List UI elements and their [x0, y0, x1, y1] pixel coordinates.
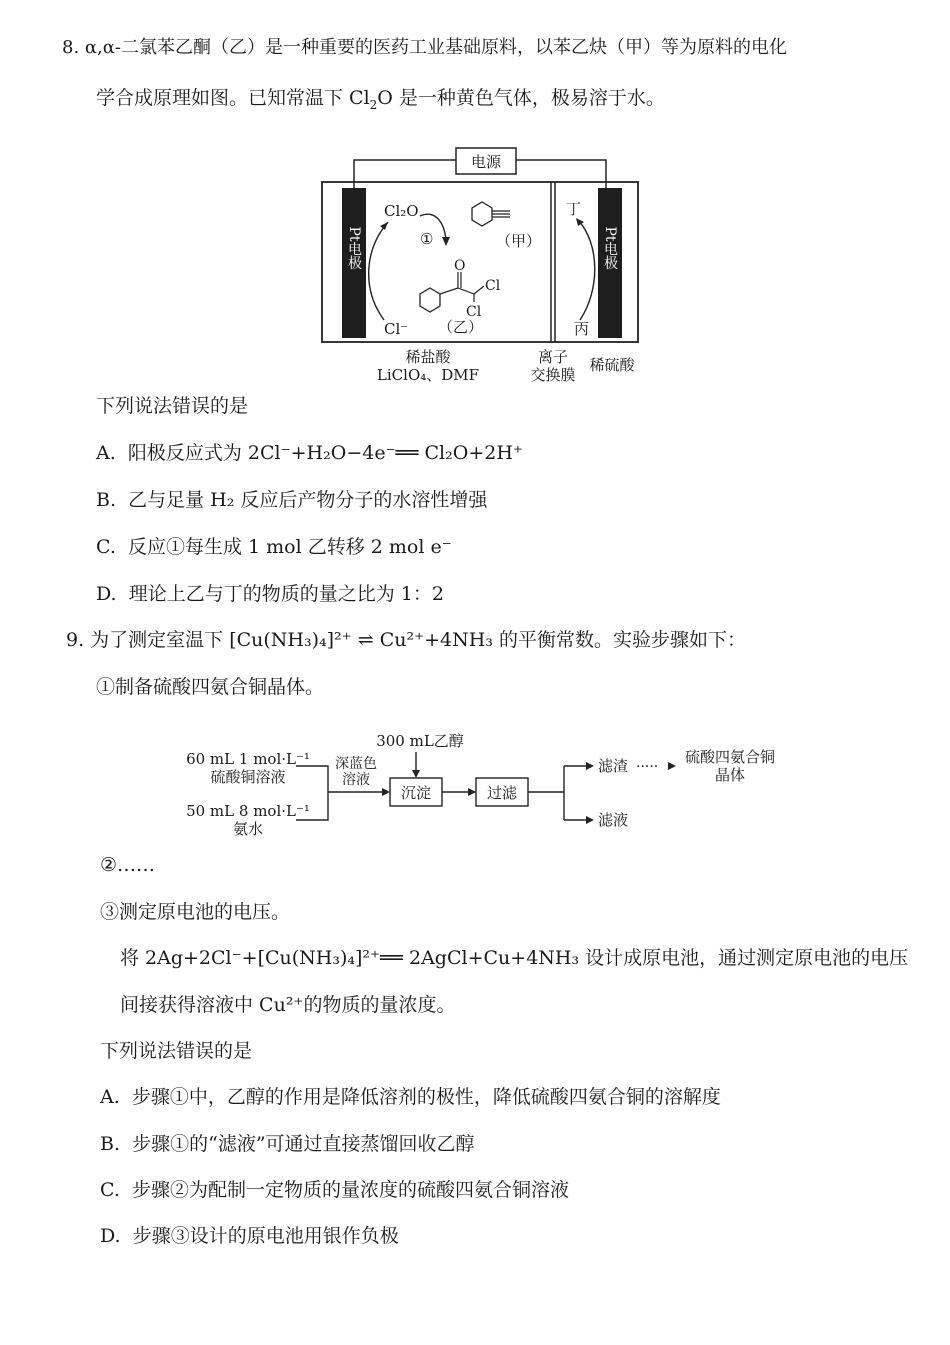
- filtrate-label: 滤液: [598, 811, 629, 829]
- cl-minus-label: Cl⁻: [384, 320, 409, 338]
- precipitate-label: 沉淀: [400, 784, 432, 802]
- q8-option-a[interactable]: A. 阳极反应式为 2Cl⁻+H₂O−4e⁻══ Cl₂O+2H⁺: [96, 442, 523, 464]
- benzene-jia: [472, 202, 492, 226]
- q9-option-d[interactable]: D. 步骤③设计的原电池用银作负极: [100, 1225, 399, 1247]
- step1-marker: ①: [420, 230, 434, 248]
- membrane-label-2: 交换膜: [530, 366, 576, 384]
- jia-label: （甲）: [496, 232, 542, 250]
- arrow-cl-to-cl2o: [369, 222, 388, 320]
- q9-option-c[interactable]: C. 步骤②为配制一定物质的量浓度的硫酸四氨合铜溶液: [100, 1179, 570, 1201]
- ding-label: 丁: [566, 200, 582, 218]
- arrow-step1-head: [442, 237, 450, 246]
- membrane-label-1: 离子: [537, 348, 569, 366]
- q9-step1: ①制备硫酸四氨合铜晶体。: [96, 676, 325, 698]
- arrow-bing-to-ding: [578, 220, 595, 320]
- reagent-a-line1: 60 mL 1 mol·L⁻¹: [186, 750, 310, 768]
- q9-paragraph-line1: 将 2Ag+2Cl⁻+[Cu(NH₃)₄]²⁺══ 2AgCl+Cu+4NH₃ 设计成原电池，通过测定原电池的电压: [120, 947, 909, 969]
- q8-prompt: 下列说法错误的是: [96, 395, 249, 417]
- o-label: O: [454, 258, 466, 274]
- power-label: 电源: [470, 153, 502, 171]
- yi-label: （乙）: [438, 318, 484, 336]
- left-solution-1: 稀盐酸: [405, 348, 451, 366]
- residue-label: 滤渣: [598, 757, 629, 775]
- cl-label-b: Cl: [466, 304, 482, 320]
- right-solution: 稀硫酸: [589, 356, 635, 374]
- product-line2: 晶体: [714, 766, 746, 784]
- q8-option-c[interactable]: C. 反应①每生成 1 mol 乙转移 2 mol e⁻: [96, 536, 452, 558]
- q9-step3: ③测定原电池的电压。: [100, 901, 291, 923]
- q8-option-d[interactable]: D. 理论上乙与丁的物质的量之比为 1：2: [96, 583, 444, 605]
- dots-label: ·····: [636, 759, 659, 775]
- product-line1: 硫酸四氨合铜: [684, 748, 776, 766]
- cl-label-a: Cl: [485, 278, 501, 294]
- q8-option-b[interactable]: B. 乙与足量 H₂ 反应后产物分子的水溶性增强: [96, 489, 488, 511]
- reagent-b-line1: 50 mL 8 mol·L⁻¹: [186, 802, 310, 820]
- mix-line1: 深蓝色: [335, 756, 377, 772]
- q9-stem-line1: 9. 为了测定室温下 [Cu(NH₃)₄]²⁺ ⇌ Cu²⁺+4NH₃ 的平衡常数。实验步骤如下：: [66, 629, 746, 651]
- mix-line2: 溶液: [342, 772, 370, 788]
- q9-paragraph-line2: 间接获得溶液中 Cu²⁺的物质的量浓度。: [120, 994, 456, 1016]
- wire-left: [354, 160, 456, 188]
- ethanol-label: 300 mL乙醇: [376, 732, 464, 750]
- benzene-yi: [420, 288, 440, 312]
- q9-prompt: 下列说法错误的是: [100, 1040, 253, 1062]
- q8-stem-line1: 8. α,α-二氯苯乙酮（乙）是一种重要的医药工业基础原料，以苯乙炔（甲）等为原料的电化: [62, 37, 788, 58]
- cl2o-label: Cl₂O: [384, 202, 419, 220]
- q9-option-b[interactable]: B. 步骤①的“滤液”可通过直接蒸馏回收乙醇: [100, 1133, 475, 1155]
- reagent-a-line2: 硫酸铜溶液: [210, 768, 286, 786]
- electrolysis-diagram: [310, 140, 650, 390]
- left-electrode-label: Pt电极: [346, 226, 362, 270]
- bing-label: 丙: [574, 320, 590, 338]
- q8-stem-line2: 学合成原理如图。已知常温下 $Cl_2O$ 是一种黄色气体，极易溶于水。: [96, 87, 665, 112]
- left-solution-2: LiClO₄、DMF: [376, 366, 480, 384]
- reagent-b-line2: 氨水: [232, 820, 264, 838]
- filter-label: 过滤: [486, 784, 518, 802]
- right-electrode-label: Pt电极: [602, 226, 618, 270]
- q9-option-a[interactable]: A. 步骤①中，乙醇的作用是降低溶剂的极性，降低硫酸四氨合铜的溶解度: [100, 1086, 721, 1108]
- q9-step2: ②……: [100, 854, 156, 876]
- arrow-cl-to-cl2o-head: [380, 222, 388, 230]
- flowchart: [180, 728, 800, 848]
- wire-right: [516, 160, 606, 188]
